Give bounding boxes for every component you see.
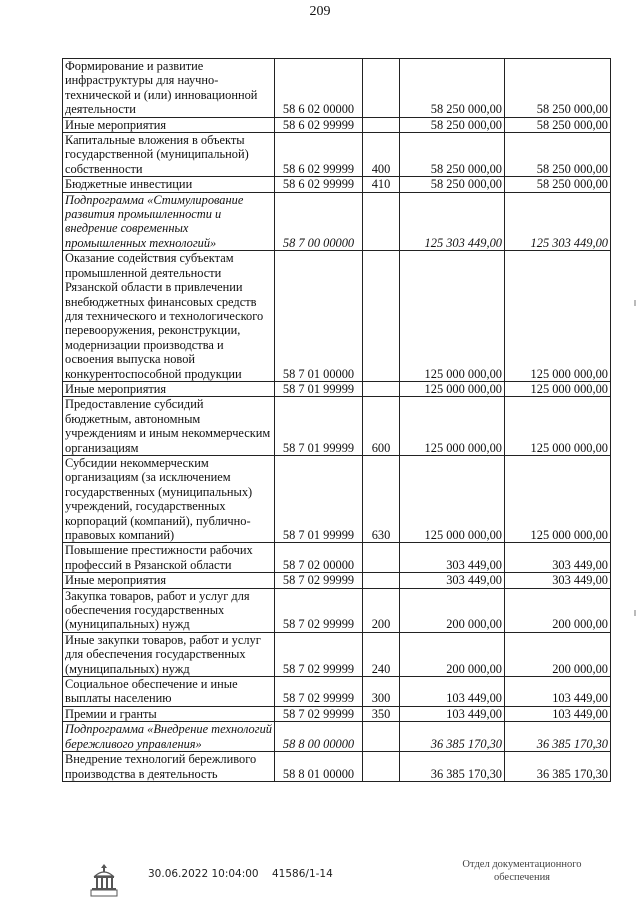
duma-emblem-icon	[86, 862, 122, 898]
row-amount-1: 303 449,00	[400, 543, 505, 573]
row-code: 58 7 02 99999	[275, 573, 363, 588]
row-amount-1: 58 250 000,00	[400, 117, 505, 132]
row-amount-2: 58 250 000,00	[505, 133, 611, 177]
row-code: 58 7 00 00000	[275, 192, 363, 251]
row-amount-2: 36 385 170,30	[505, 722, 611, 752]
row-expense-type	[363, 722, 400, 752]
row-code: 58 6 02 00000	[275, 59, 363, 118]
row-amount-1: 103 449,00	[400, 706, 505, 721]
row-name: Субсидии некоммерческим организациям (за исключением государственных (муниципальных) учреждений, государственных корпораций (компаний), публично-правовых компаний)	[63, 455, 275, 542]
budget-table-body	[63, 59, 611, 782]
table-row	[63, 573, 611, 588]
row-name: Иные мероприятия	[63, 573, 275, 588]
row-expense-type	[363, 117, 400, 132]
row-amount-1: 125 000 000,00	[400, 397, 505, 456]
row-amount-1: 200 000,00	[400, 632, 505, 676]
row-code: 58 7 01 99999	[275, 381, 363, 396]
table-row	[63, 397, 611, 456]
row-amount-1: 125 000 000,00	[400, 251, 505, 382]
row-amount-1: 303 449,00	[400, 573, 505, 588]
table-row	[63, 251, 611, 382]
row-name: Оказание содействия субъектам промышленной деятельности Рязанской области в привлечении внебюджетных финансовых средств для технического и технологического перевооружения, реконструкции, модернизации производства и освоения выпуска новой конкурентоспособной продукции	[63, 251, 275, 382]
row-name: Бюджетные инвестиции	[63, 177, 275, 192]
row-amount-1: 125 303 449,00	[400, 192, 505, 251]
row-amount-1: 36 385 170,30	[400, 752, 505, 782]
table-row	[63, 177, 611, 192]
row-code: 58 7 02 99999	[275, 677, 363, 707]
row-amount-2: 125 000 000,00	[505, 397, 611, 456]
table-row	[63, 59, 611, 118]
stamp-document-number: 41586/1-14	[272, 868, 333, 880]
row-amount-2: 58 250 000,00	[505, 117, 611, 132]
row-expense-type	[363, 752, 400, 782]
row-code: 58 8 01 00000	[275, 752, 363, 782]
table-row	[63, 381, 611, 396]
row-code: 58 7 02 00000	[275, 543, 363, 573]
table-row	[63, 192, 611, 251]
row-amount-2: 303 449,00	[505, 543, 611, 573]
row-name: Формирование и развитие инфраструктуры для научно-технической и (или) инновационной деятельности	[63, 59, 275, 118]
row-amount-2: 103 449,00	[505, 706, 611, 721]
row-amount-2: 125 000 000,00	[505, 381, 611, 396]
margin-mark	[634, 300, 636, 306]
row-name: Капитальные вложения в объекты государственной (муниципальной) собственности	[63, 133, 275, 177]
row-name: Предоставление субсидий бюджетным, автономным учреждениям и иным некоммерческим организациям	[63, 397, 275, 456]
row-expense-type: 400	[363, 133, 400, 177]
row-code: 58 8 00 00000	[275, 722, 363, 752]
row-amount-1: 125 000 000,00	[400, 455, 505, 542]
budget-table	[62, 58, 611, 782]
table-row	[63, 543, 611, 573]
row-amount-2: 125 000 000,00	[505, 251, 611, 382]
row-code: 58 6 02 99999	[275, 117, 363, 132]
table-row	[63, 722, 611, 752]
row-amount-2: 125 000 000,00	[505, 455, 611, 542]
row-amount-2: 58 250 000,00	[505, 177, 611, 192]
row-code: 58 7 01 00000	[275, 251, 363, 382]
table-row	[63, 706, 611, 721]
row-amount-2: 200 000,00	[505, 632, 611, 676]
row-amount-1: 125 000 000,00	[400, 381, 505, 396]
row-code: 58 7 02 99999	[275, 706, 363, 721]
row-name: Иные мероприятия	[63, 381, 275, 396]
row-code: 58 7 02 99999	[275, 632, 363, 676]
department-stamp: Отдел документационного обеспечения	[462, 859, 582, 883]
row-expense-type: 410	[363, 177, 400, 192]
row-expense-type	[363, 192, 400, 251]
row-amount-1: 58 250 000,00	[400, 177, 505, 192]
table-row	[63, 677, 611, 707]
row-amount-2: 125 303 449,00	[505, 192, 611, 251]
row-code: 58 6 02 99999	[275, 133, 363, 177]
footer	[0, 859, 640, 905]
table-row	[63, 632, 611, 676]
row-name: Премии и гранты	[63, 706, 275, 721]
row-code: 58 7 02 99999	[275, 588, 363, 632]
row-expense-type: 200	[363, 588, 400, 632]
row-expense-type	[363, 543, 400, 573]
table-row	[63, 117, 611, 132]
row-amount-2: 200 000,00	[505, 588, 611, 632]
table-row	[63, 455, 611, 542]
row-name: Подпрограмма «Стимулирование развития промышленности и внедрение современных промышленных технологий»	[63, 192, 275, 251]
row-expense-type	[363, 59, 400, 118]
table-row	[63, 752, 611, 782]
row-amount-1: 103 449,00	[400, 677, 505, 707]
row-expense-type: 600	[363, 397, 400, 456]
row-expense-type: 300	[363, 677, 400, 707]
row-name: Повышение престижности рабочих профессий в Рязанской области	[63, 543, 275, 573]
row-name: Внедрение технологий бережливого производства в деятельность	[63, 752, 275, 782]
row-name: Иные мероприятия	[63, 117, 275, 132]
page-number: 209	[309, 4, 331, 19]
row-amount-1: 36 385 170,30	[400, 722, 505, 752]
row-amount-2: 58 250 000,00	[505, 59, 611, 118]
row-expense-type: 350	[363, 706, 400, 721]
row-expense-type	[363, 251, 400, 382]
row-amount-2: 103 449,00	[505, 677, 611, 707]
row-expense-type: 630	[363, 455, 400, 542]
row-amount-1: 58 250 000,00	[400, 133, 505, 177]
row-amount-1: 200 000,00	[400, 588, 505, 632]
row-name: Закупка товаров, работ и услуг для обеспечения государственных (муниципальных) нужд	[63, 588, 275, 632]
row-name: Иные закупки товаров, работ и услуг для обеспечения государственных (муниципальных) нужд	[63, 632, 275, 676]
row-code: 58 6 02 99999	[275, 177, 363, 192]
table-row	[63, 588, 611, 632]
row-expense-type	[363, 381, 400, 396]
row-expense-type: 240	[363, 632, 400, 676]
row-amount-2: 303 449,00	[505, 573, 611, 588]
stamp-date: 30.06.2022 10:04:00	[148, 868, 259, 880]
row-code: 58 7 01 99999	[275, 397, 363, 456]
table-row	[63, 133, 611, 177]
row-name: Подпрограмма «Внедрение технологий бережливого управления»	[63, 722, 275, 752]
row-amount-2: 36 385 170,30	[505, 752, 611, 782]
row-amount-1: 58 250 000,00	[400, 59, 505, 118]
margin-mark	[634, 610, 636, 616]
row-expense-type	[363, 573, 400, 588]
row-name: Социальное обеспечение и иные выплаты населению	[63, 677, 275, 707]
row-code: 58 7 01 99999	[275, 455, 363, 542]
